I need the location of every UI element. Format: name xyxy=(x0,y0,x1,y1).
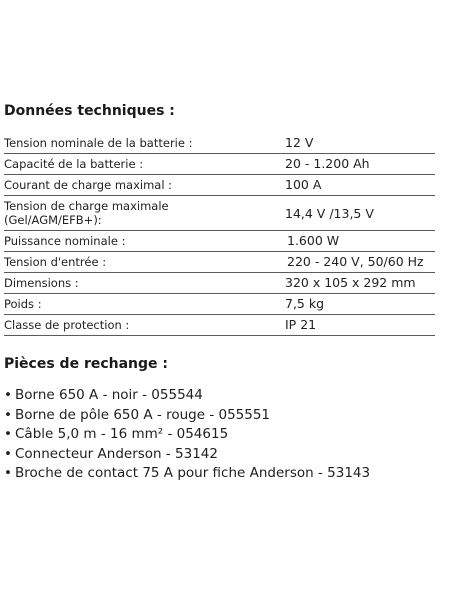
spec-label: Capacité de la batterie : xyxy=(4,157,144,171)
bullet-icon: • xyxy=(4,445,12,462)
spare-parts-list xyxy=(4,386,370,484)
spec-label: Dimensions : xyxy=(4,276,79,290)
list-item xyxy=(4,386,370,406)
spec-label: Tension d'entrée : xyxy=(4,255,107,269)
part-text: Borne 650 A - noir - 055544 xyxy=(15,387,203,403)
spec-label: Tension de charge maximale (Gel/AGM/EFB+): xyxy=(4,199,169,227)
spare-parts-heading: Pièces de rechange : xyxy=(4,356,169,372)
spec-value: 14,4 V /13,5 V xyxy=(285,206,374,221)
bullet-icon: • xyxy=(4,387,12,403)
spec-row-input-voltage xyxy=(4,252,435,273)
spec-value: 320 x 105 x 292 mm xyxy=(285,275,416,290)
part-text: Connecteur Anderson - 53142 xyxy=(15,445,218,462)
spec-row-nominal-voltage xyxy=(4,133,435,154)
list-item xyxy=(4,445,370,465)
bullet-icon: • xyxy=(4,426,12,442)
technical-data-table xyxy=(4,133,435,336)
spec-label: Tension nominale de la batterie : xyxy=(4,136,193,150)
part-text: Broche de contact 75 A pour fiche Anderson - 53143 xyxy=(15,465,371,481)
list-item xyxy=(4,406,370,426)
spec-value: IP 21 xyxy=(285,317,317,332)
spec-value: 1.600 W xyxy=(287,233,340,248)
spec-label: Puissance nominale : xyxy=(4,234,126,248)
spec-row-protection-class xyxy=(4,315,435,336)
spec-value: 7,5 kg xyxy=(285,296,325,311)
spec-row-max-charge-current xyxy=(4,175,435,196)
bullet-icon: • xyxy=(4,465,12,481)
spec-row-max-charge-voltage xyxy=(4,196,435,231)
technical-data-heading: Données techniques : xyxy=(4,103,175,119)
spec-label: Courant de charge maximal : xyxy=(4,178,173,192)
part-text: Borne de pôle 650 A - rouge - 055551 xyxy=(15,406,271,423)
list-item xyxy=(4,425,370,445)
spec-label: Poids : xyxy=(4,297,42,311)
spec-value: 220 - 240 V, 50/60 Hz xyxy=(287,254,424,269)
spec-row-nominal-power xyxy=(4,231,435,252)
spec-value: 12 V xyxy=(285,135,314,150)
bullet-icon: • xyxy=(4,406,12,423)
spec-row-battery-capacity xyxy=(4,154,435,175)
spec-label: Classe de protection : xyxy=(4,318,130,332)
part-text: Câble 5,0 m - 16 mm² - 054615 xyxy=(15,426,229,442)
list-item xyxy=(4,464,370,484)
spec-row-weight xyxy=(4,294,435,315)
spec-value: 20 - 1.200 Ah xyxy=(285,156,370,171)
spec-value: 100 A xyxy=(285,177,322,192)
spec-row-dimensions xyxy=(4,273,435,294)
